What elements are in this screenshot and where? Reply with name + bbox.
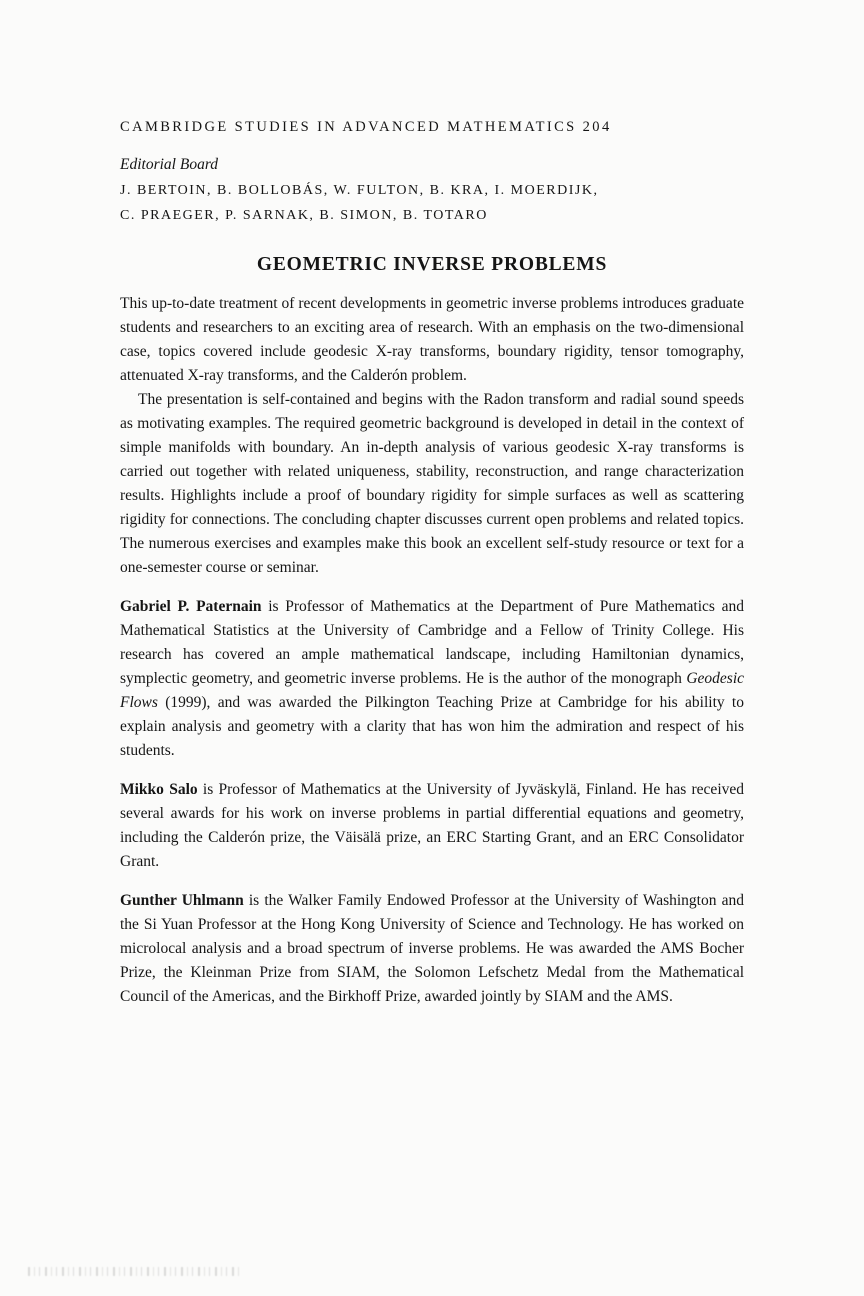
- scan-artifact: [28, 1267, 242, 1276]
- blurb-paragraph-2: The presentation is self-contained and begins with the Radon transform and radial sound speeds as motivating examples. The required geometric background is developed in detail in the context of simple manifolds with boundary. An in-depth analysis of various geodesic X-ray transforms is carried out together with related uniqueness, stability, reconstruction, and range characterization results. Highlights include a proof of boundary rigidity for simple surfaces as well as scattering rigidity for connections. The concluding chapter discusses current open problems and related topics. The numerous exercises and examples make this book an excellent self-study resource or text for a one-semester course or seminar.: [120, 391, 744, 576]
- editorial-board-label: Editorial Board: [120, 156, 219, 173]
- author-bio-salo: [120, 778, 744, 874]
- bio-text: is the Walker Family Endowed Professor at the University of Washington and the Si Yuan Professor at the Hong Kong University of Science and Technology. He has worked on microlocal analysis and a broad spectrum of inverse problems. He was awarded the AMS Bocher Prize, the Kleinman Prize from SIAM, the Solomon Lefschetz Medal from the Mathematical Council of the Americas, and the Birkhoff Prize, awarded jointly by SIAM and the AMS.: [120, 892, 744, 1005]
- author-bio-uhlmann: [120, 889, 744, 1009]
- editors-line-1: J. BERTOIN, B. BOLLOBÁS, W. FULTON, B. KRA, I. MOERDIJK,: [120, 183, 599, 198]
- series-title: CAMBRIDGE STUDIES IN ADVANCED MATHEMATICS 204: [120, 119, 612, 135]
- author-name: Mikko Salo: [120, 781, 198, 798]
- bio-text: is Professor of Mathematics at the Department of Pure Mathematics and Mathematical Statistics at the University of Cambridge and a Fellow of Trinity College. His research has covered an ample mathematical landscape, including Hamiltonian dynamics, symplectic geometry, and geometric inverse problems. He is the author of the monograph: [120, 598, 744, 687]
- blurb-paragraph-1: This up-to-date treatment of recent developments in geometric inverse problems introduces graduate students and researchers to an exciting area of research. With an emphasis on the two-dimensional case, topics covered include geodesic X-ray transforms, boundary rigidity, tensor tomography, attenuated X-ray transforms, and the Calderón problem.: [120, 295, 744, 384]
- editors-line-2: C. PRAEGER, P. SARNAK, B. SIMON, B. TOTARO: [120, 208, 488, 223]
- book-title: GEOMETRIC INVERSE PROBLEMS: [256, 254, 608, 275]
- bio-text: is Professor of Mathematics at the University of Jyväskylä, Finland. He has received several awards for his work on inverse problems in partial differential equations and geometry, including the Calderón prize, the Väisälä prize, an ERC Starting Grant, and an ERC Consolidator Grant.: [120, 781, 745, 870]
- bio-text: (1999), and was awarded the Pilkington Teaching Prize at Cambridge for his ability to explain analysis and geometry with a clarity that has won him the admiration and respect of his students.: [120, 694, 744, 759]
- author-bio-paternain: [120, 595, 744, 763]
- author-name: Gunther Uhlmann: [120, 892, 244, 909]
- author-name: Gabriel P. Paternain: [120, 598, 262, 615]
- book-reference: Geodesic Flows: [120, 670, 744, 711]
